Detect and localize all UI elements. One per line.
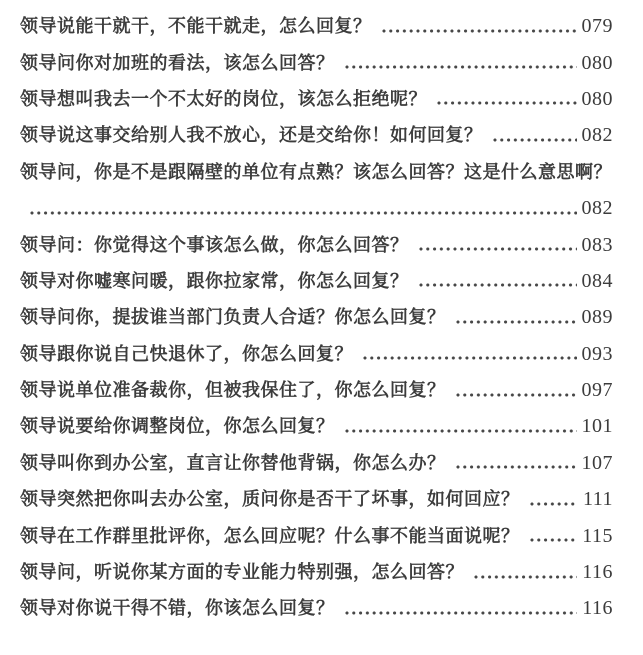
toc-entry [20,336,613,372]
toc-entry-page: 083 [581,233,613,256]
toc-entry-title: 领导问，你是不是跟隔壁的单位有点熟？该怎么回答？这是什么意思啊？ [20,161,612,182]
toc-entry-title: 领导问，听说你某方面的专业能力特别强，怎么回答？ [20,562,464,583]
toc-entry [20,590,613,626]
toc-entry [20,372,613,408]
toc-entry [20,263,613,299]
dotted-leader [529,526,578,545]
toc-entry-page: 093 [581,342,613,365]
toc-entry-title: 领导想叫我去一个不太好的岗位，该怎么拒绝呢？ [20,88,427,109]
toc-entry-title: 领导问你对加班的看法，该怎么回答？ [20,52,335,73]
dotted-leader [455,453,577,472]
toc-entry-title: 领导问：你觉得这个事该怎么做，你怎么回答？ [20,234,409,255]
toc-entry-title: 领导问你，提拔谁当部门负责人合适？你怎么回复？ [20,307,446,328]
toc-entry [20,226,613,262]
dotted-leader [455,308,577,327]
dotted-leader [344,417,577,436]
toc-entry [20,554,613,590]
toc-entry-title: 领导说这事交给别人我不放心，还是交给你！如何回复？ [20,125,483,146]
toc-entry [20,299,613,335]
dotted-leader [29,199,577,218]
toc-entry-title: 领导对你说干得不错，你该怎么回复？ [20,598,335,619]
toc-entry [20,190,613,226]
toc-entry [20,445,613,481]
toc-entry-page: 080 [581,51,613,74]
dotted-leader [455,381,577,400]
toc-entry-page: 111 [582,488,613,511]
toc-entry-title: 领导跟你说自己快退休了，你怎么回复？ [20,343,353,364]
toc-entry-page: 082 [581,124,613,147]
dotted-leader [362,344,577,363]
dotted-leader [418,235,577,254]
toc-entry-title: 领导在工作群里批评你，怎么回应呢？什么事不能当面说呢？ [20,525,520,546]
dotted-leader [529,490,578,509]
toc-entry-page: 116 [582,597,613,620]
toc-entry [20,8,613,44]
dotted-leader [436,89,577,108]
toc-entry-page: 115 [582,524,613,547]
toc-entry-page: 084 [581,269,613,292]
toc-entry-page: 101 [581,415,613,438]
toc-entry [20,117,613,153]
dotted-leader [492,126,577,145]
toc-entry [20,517,613,553]
toc-entry-title: 领导对你嘘寒问暖，跟你拉家常，你怎么回复？ [20,270,409,291]
dotted-leader [418,271,577,290]
toc-entry-page: 082 [581,197,613,220]
toc-entry [20,81,613,117]
toc-entry [20,154,613,190]
dotted-leader [344,599,578,618]
toc-entry-title: 领导说要给你调整岗位，你怎么回复？ [20,416,335,437]
toc-entry-page: 107 [581,451,613,474]
toc-entry-title: 领导说单位准备裁你，但被我保住了，你怎么回复？ [20,380,446,401]
toc-entry-page: 079 [581,15,613,38]
toc-entry-title: 领导突然把你叫去办公室，质问你是否干了坏事，如何回应？ [20,489,520,510]
dotted-leader [344,53,577,72]
toc-entry-page: 089 [581,306,613,329]
toc-entry-title: 领导说能干就干，不能干就走，怎么回复？ [20,16,372,37]
toc-entry-page: 080 [581,87,613,110]
toc-entry [20,44,613,80]
toc-list [20,8,613,627]
dotted-leader [473,563,577,582]
toc-entry-page: 116 [582,561,613,584]
toc-entry-title: 领导叫你到办公室，直言让你替他背锅，你怎么办？ [20,452,446,473]
toc-entry-page: 097 [581,379,613,402]
toc-entry [20,408,613,444]
toc-entry [20,481,613,517]
dotted-leader [381,17,577,36]
